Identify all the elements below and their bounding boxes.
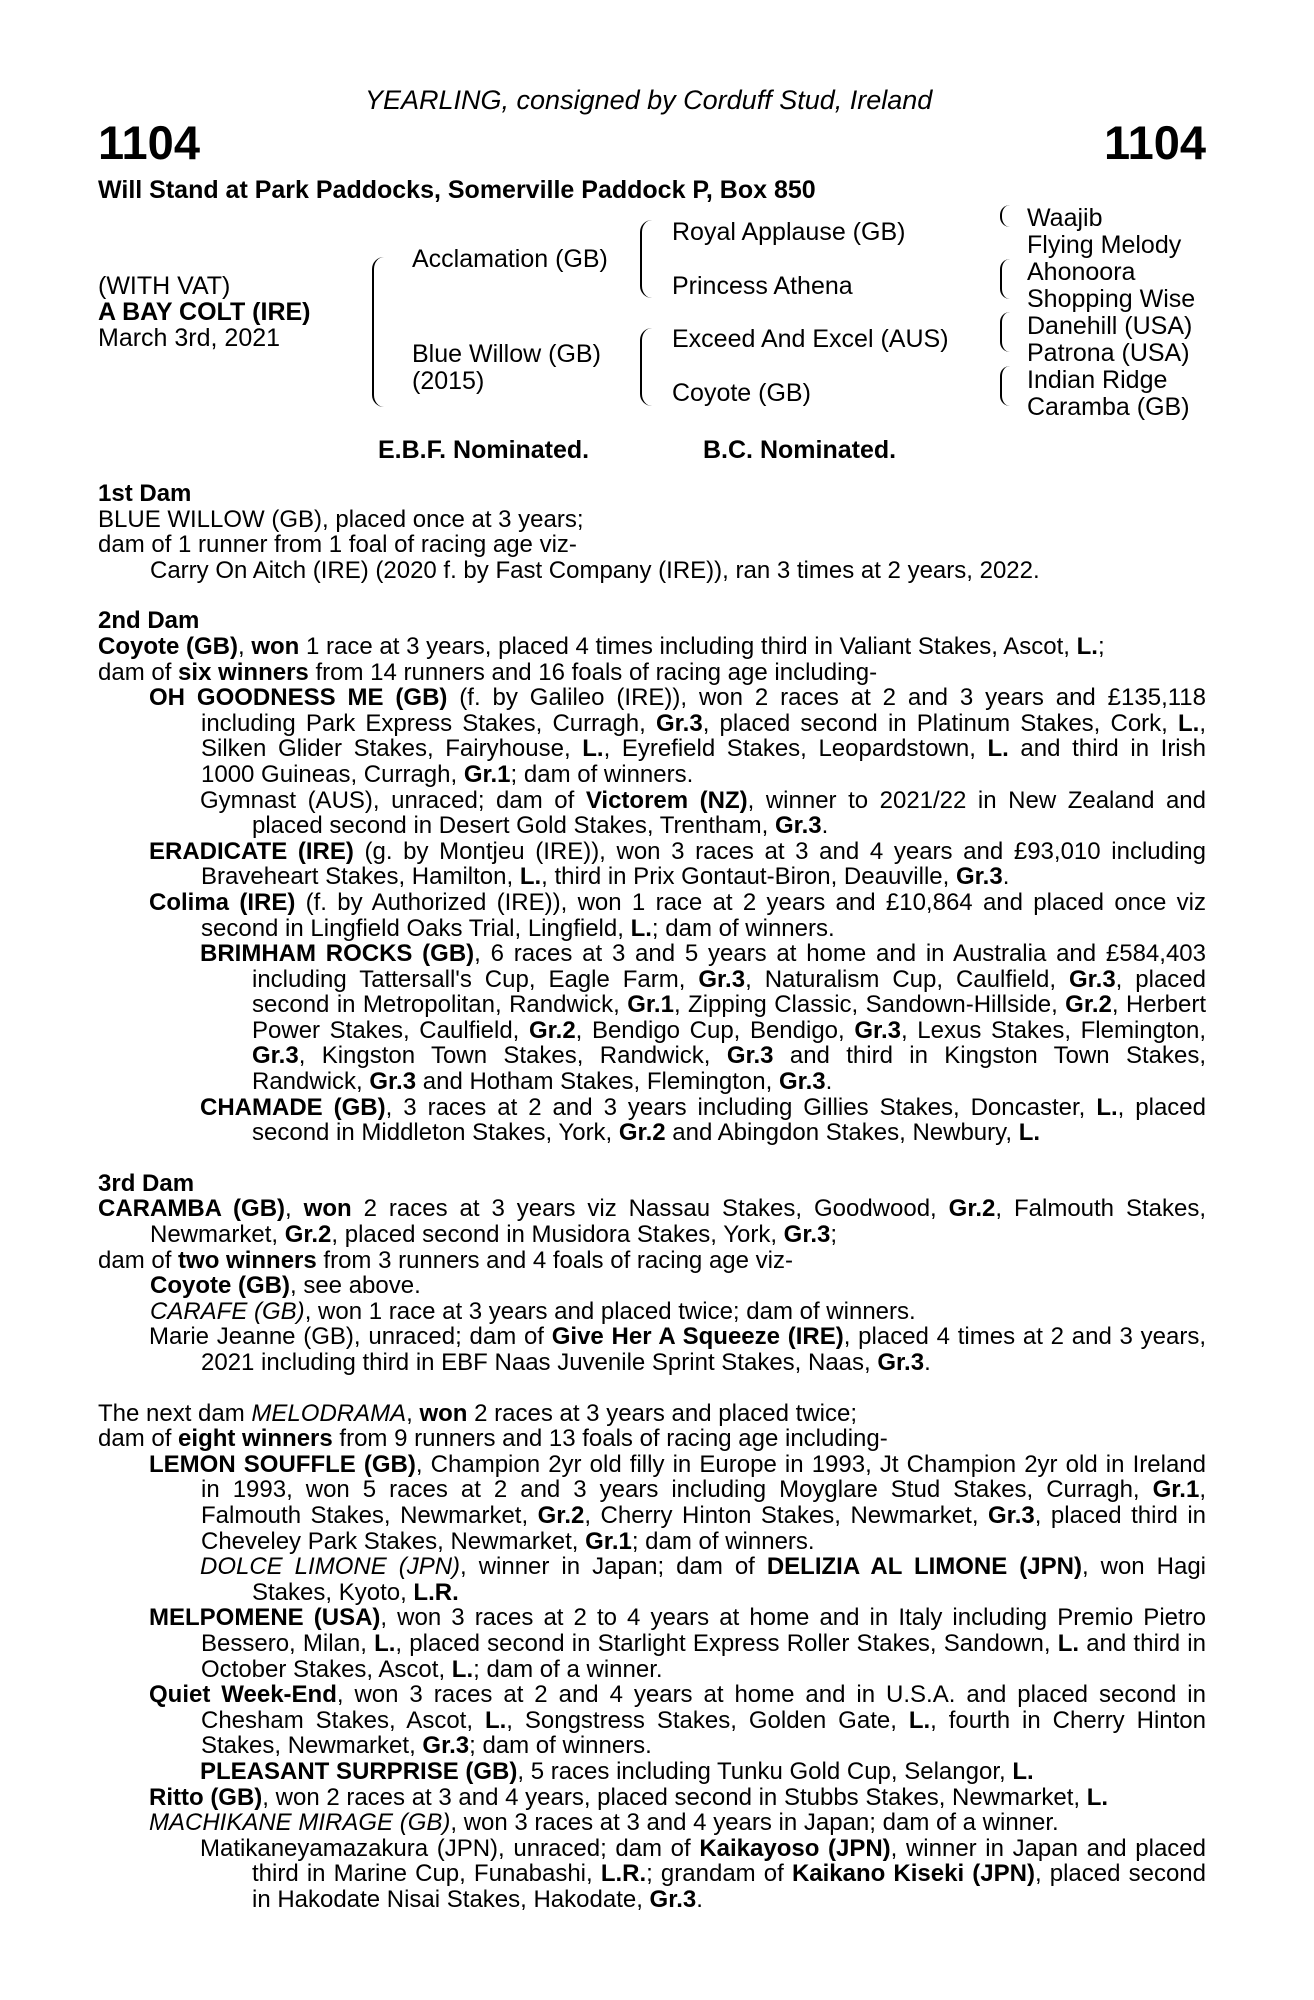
lot-number-left: 1104 <box>98 116 200 169</box>
produce-coyote: Coyote (GB), see above. <box>150 1272 421 1300</box>
catalogue-body <box>98 481 1206 1912</box>
sire-dam: Princess Athena <box>672 272 853 300</box>
produce-dolce-limone: DOLCE LIMONE (JPN), winner in Japan; dam of DELIZIA AL LIMONE (JPN), won Hagi Stakes, Kyoto, L.R. <box>200 1553 1207 1606</box>
dam-sire: Exceed And Excel (AUS) <box>672 325 949 353</box>
next-dam-record: The next dam MELODRAMA, won 2 races at 3 years and placed twice; <box>98 1399 857 1427</box>
produce-matikaneyamazakura: Matikaneyamazakura (JPN), unraced; dam of Kaikayoso (JPN), winner in Japan and placed third in Marine Cup, Funabashi, L.R.; grandam of Kaikano Kiseki (JPN), placed second in Hakodate Nisai Stakes, Hakodate, Gr.3. <box>200 1834 1206 1913</box>
gg-dds: Indian Ridge <box>1027 366 1168 394</box>
produce-ritto: Ritto (GB), won 2 races at 3 and 4 years, placed second in Stubbs Stakes, Newmarket, L. <box>149 1783 1109 1811</box>
horse-name: A BAY COLT (IRE) <box>98 298 311 326</box>
produce-chamade: CHAMADE (GB), 3 races at 2 and 3 years including Gillies Stakes, Doncaster, L., placed second in Middleton Stakes, York, Gr.2 and Abingdon Stakes, Newbury, L. <box>200 1093 1207 1147</box>
brace-dd-parents <box>1000 366 1014 406</box>
bc-nominated: B.C. Nominated. <box>703 436 897 464</box>
next-dam-produce-summary: dam of eight winners from 9 runners and 13 foals of racing age including- <box>98 1425 888 1453</box>
first-dam-line2: dam of 1 runner from 1 foal of racing age viz- <box>98 531 577 559</box>
dam-year: (2015) <box>412 367 485 395</box>
produce-melpomene: MELPOMENE (USA), won 3 races at 2 to 4 years at home and in Italy including Premio Pietro Bessero, Milan, L., placed second in Starlight Express Roller Stakes, Sandown, L. and third in October Stakes, Ascot, L.; dam of a winner. <box>149 1604 1207 1683</box>
stand-location: Will Stand at Park Paddocks, Somerville Paddock P, Box 850 <box>98 176 816 204</box>
produce-pleasant-surprise: PLEASANT SURPRISE (GB), 5 races including Tunku Gold Cup, Selangor, L. <box>200 1757 1034 1785</box>
produce-lemon-souffle: LEMON SOUFFLE (GB), Champion 2yr old filly in Europe in 1993, Jt Champion 2yr old in Ireland in 1993, won 5 races at 2 and 3 years including Moyglare Stud Stakes, Curragh, Gr.1, Falmouth Stakes, Newmarket, Gr.2, Cherry Hinton Stakes, Newmarket, Gr.3, placed third in Cheveley Park Stakes, Newmarket, Gr.1; dam of winners. <box>149 1450 1206 1555</box>
ebf-nominated: E.B.F. Nominated. <box>378 436 590 464</box>
brace-sd-parents <box>1000 259 1014 299</box>
brace-dam-parents <box>640 328 654 406</box>
dam-name: Blue Willow (GB) <box>412 340 601 368</box>
produce-machikane-mirage: MACHIKANE MIRAGE (GB), won 3 races at 3 and 4 years in Japan; dam of a winner. <box>149 1809 1059 1837</box>
second-dam-produce-summary: dam of six winners from 14 runners and 16 foals of racing age including- <box>98 658 878 686</box>
brace-ss-parents <box>1000 205 1014 227</box>
gg-sdd: Shopping Wise <box>1027 285 1196 313</box>
first-dam-line1: BLUE WILLOW (GB), placed once at 3 years; <box>98 505 584 533</box>
second-dam-record: Coyote (GB), won 1 race at 3 years, placed 4 times including third in Valiant Stakes, Ascot, L.; <box>98 632 1105 660</box>
produce-gymnast: Gymnast (AUS), unraced; dam of Victorem (NZ), winner to 2021/22 in New Zealand and placed second in Desert Gold Stakes, Trentham, Gr.3. <box>200 786 1207 840</box>
brace-ds-parents <box>1000 312 1014 352</box>
produce-brimham-rocks: BRIMHAM ROCKS (GB), 6 races at 3 and 5 years at home and in Australia and £584,403 including Tattersall's Cup, Eagle Farm, Gr.3, Naturalism Cup, Caulfield, Gr.3, placed second in Metropolitan, Randwick, Gr.1, Zipping Classic, Sandown-Hillside, Gr.2, Herbert Power Stakes, Caulfield, Gr.2, Bendigo Cup, Bendigo, Gr.3, Lexus Stakes, Flemington, Gr.3, Kingston Town Stakes, Randwick, Gr.3 and third in Kingston Town Stakes, Randwick, Gr.3 and Hotham Stakes, Flemington, Gr.3. <box>200 940 1207 1096</box>
dam-dam: Coyote (GB) <box>672 379 811 407</box>
gg-dsd: Patrona (USA) <box>1027 339 1190 367</box>
lot-number-right: 1104 <box>1104 116 1206 169</box>
brace-sire-parents <box>640 220 654 298</box>
produce-eradicate: ERADICATE (IRE) (g. by Montjeu (IRE)), won 3 races at 3 and 4 years and £93,010 including Braveheart Stakes, Hamilton, L., third in Prix Gontaut-Biron, Deauville, Gr.3. <box>149 837 1206 891</box>
sire-sire: Royal Applause (GB) <box>672 218 906 246</box>
sire: Acclamation (GB) <box>412 245 608 273</box>
horse-dob: March 3rd, 2021 <box>98 324 281 352</box>
produce-oh-goodness-me: OH GOODNESS ME (GB) (f. by Galileo (IRE)), won 2 races at 2 and 3 years and £135,118 including Park Express Stakes, Curragh, Gr.3, placed second in Platinum Stakes, Cork, L., Silken Glider Stakes, Fairyhouse, L., Eyrefield Stakes, Leopardstown, L. and third in Irish 1000 Guineas, Curragh, Gr.1; dam of winners. <box>149 684 1207 788</box>
first-dam-produce: Carry On Aitch (IRE) (2020 f. by Fast Company (IRE)), ran 3 times at 2 years, 2022. <box>150 556 1040 584</box>
brace-sire-dam <box>372 257 386 407</box>
third-dam-record: CARAMBA (GB), won 2 races at 3 years viz Nassau Stakes, Goodwood, Gr.2, Falmouth Stakes, Newmarket, Gr.2, placed second in Musidora Stakes, York, Gr.3; <box>98 1195 1207 1249</box>
produce-marie-jeanne: Marie Jeanne (GB), unraced; dam of Give Her A Squeeze (IRE), placed 4 times at 2 and 3 years, 2021 including third in EBF Naas Juvenile Sprint Stakes, Naas, Gr.3. <box>149 1323 1207 1376</box>
gg-sds: Ahonoora <box>1027 258 1136 286</box>
consignor-line: YEARLING, consigned by Corduff Stud, Ireland <box>365 85 933 115</box>
produce-colima: Colima (IRE) (f. by Authorized (IRE)), won 1 race at 2 years and £10,864 and placed once viz second in Lingfield Oaks Trial, Lingfield, L.; dam of winners. <box>149 888 1206 942</box>
second-dam-heading: 2nd Dam <box>98 607 200 635</box>
gg-ssd: Flying Melody <box>1027 231 1182 259</box>
third-dam-heading: 3rd Dam <box>98 1169 195 1197</box>
gg-dss: Danehill (USA) <box>1027 312 1193 340</box>
first-dam-heading: 1st Dam <box>98 480 192 507</box>
third-dam-produce-summary: dam of two winners from 3 runners and 4 foals of racing age viz- <box>98 1246 793 1274</box>
produce-carafe: CARAFE (GB), won 1 race at 3 years and placed twice; dam of winners. <box>150 1297 916 1325</box>
produce-quiet-week-end: Quiet Week-End, won 3 races at 2 and 4 years at home and in U.S.A. and placed second in Chesham Stakes, Ascot, L., Songstress Stakes, Golden Gate, L., fourth in Cherry Hinton Stakes, Newmarket, Gr.3; dam of winners. <box>149 1681 1206 1760</box>
gg-sss: Waajib <box>1027 204 1103 232</box>
vat-note: (WITH VAT) <box>98 272 231 300</box>
gg-ddd: Caramba (GB) <box>1027 393 1190 421</box>
